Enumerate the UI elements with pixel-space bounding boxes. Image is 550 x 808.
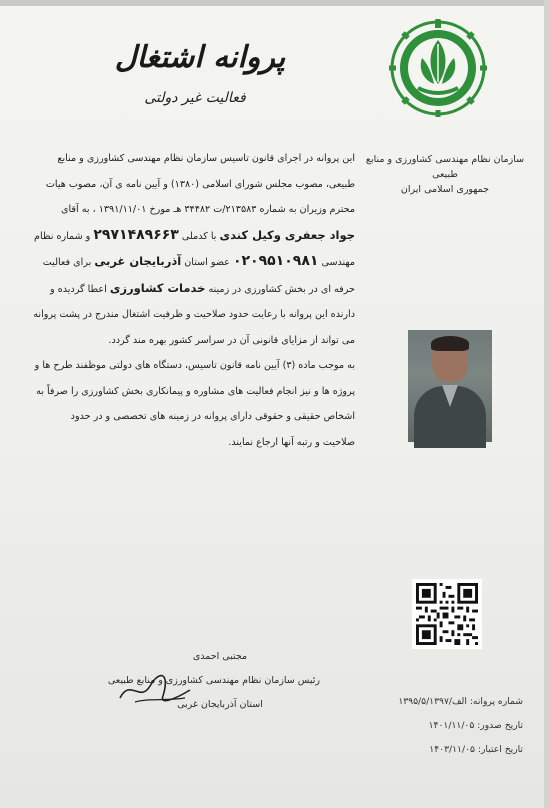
body-line: دارنده این پروانه با رعایت حدود صلاحیت و ظرفیت اشتغال مندرج در پشت پروانه [33,309,355,320]
scan-edge-right [544,0,550,808]
membership-label: مهندسی [321,257,355,268]
field: خدمات کشاورزی [109,280,206,295]
license-number-row [378,690,523,714]
license-body [33,146,355,455]
signatory-province: استان آذربایجان غربی [177,699,263,710]
license-info [378,690,523,762]
body-line: صلاحیت و رتبه آنها ارجاع نمایند. [228,436,355,448]
body-line: اشخاص حقیقی و حقوقی دارای پروانه در زمینه های تخصصی و در حدود [70,411,355,422]
national-code-label: با کدملی [181,230,217,242]
license-number: الف/۱۳۹۵/۵/۱۳۹۷ [398,696,467,707]
membership-number: ۰۲۰۹۵۱۰۹۸۱ [232,253,319,269]
field-prefix: حرفه ای در بخش کشاورزی در زمینه [208,283,355,295]
national-code: ۲۹۷۱۴۸۹۶۶۳ [93,226,179,243]
field-line [50,276,355,303]
expiry-date-label: تاریخ اعتبار: [477,744,523,755]
holder-name: جواد جعفری وکیل کندی [219,227,355,242]
emblem-logo [388,18,488,118]
expiry-date: ۱۴۰۳/۱۱/۰۵ [429,744,475,755]
activity-tail: برای فعالیت [42,257,92,268]
license-number-label: شماره پروانه: [469,696,523,707]
issue-date-row [378,714,523,738]
organization-name [355,152,535,197]
province-label: عضو استان [184,257,230,268]
body-line: طبیعی، مصوب مجلس شورای اسلامی (۱۳۸۰) و آیین نامه ی آن، مصوب هیات [45,178,355,190]
body-line: می تواند از مزایای قانونی آن در سراسر کشور بهره مند گردد. [108,334,355,346]
body-line: پروژه ها و نیز انجام فعالیت های مشاوره و پیمانکاری بخش کشاورزی را صرفاً به [36,385,355,397]
signature [115,668,195,708]
scan-edge-top [0,0,550,6]
field-suffix: اعطا گردیده و [50,283,107,295]
holder-photo [408,330,492,442]
holder-line [34,223,355,250]
qr-code-frame [412,579,482,649]
province: آذربایجان غربی [94,254,182,268]
body-line: به موجب ماده (۳) آیین نامه قانون تاسیس، دستگاه های دولتی موظفند طرح ها و [34,360,355,371]
body-line: محترم وزیران به شماره ۲۱۳۵۸۳/ت ۳۴۴۸۲ هـ مورخ ۱۳۹۱/۱۱/۰۱ ، به آقای [60,204,355,215]
issue-date: ۱۴۰۱/۱۱/۰۵ [428,720,475,731]
expiry-date-row [378,738,523,762]
issue-date-label: تاریخ صدور: [477,720,523,731]
membership-line [42,249,355,276]
signatory-title: رئیس سازمان نظام مهندسی کشاورزی و منابع طبیعی [107,675,320,686]
signatory-name: مجتبی احمدی [192,651,248,662]
qr-code [416,583,478,645]
organization-name-line2: جمهوری اسلامی ایران [400,184,490,195]
organization-name-line1: سازمان نظام مهندسی کشاورزی و منابع طبیعی [365,154,525,180]
registration-label: و شماره نظام [34,230,91,242]
document-subtitle: فعالیت غیر دولتی [144,90,246,106]
document-title: پروانه اشتغال [114,40,286,75]
body-line: این پروانه در اجرای قانون تاسیس سازمان نظام مهندسی کشاورزی و منابع [57,153,355,164]
photo-hair [431,336,469,351]
